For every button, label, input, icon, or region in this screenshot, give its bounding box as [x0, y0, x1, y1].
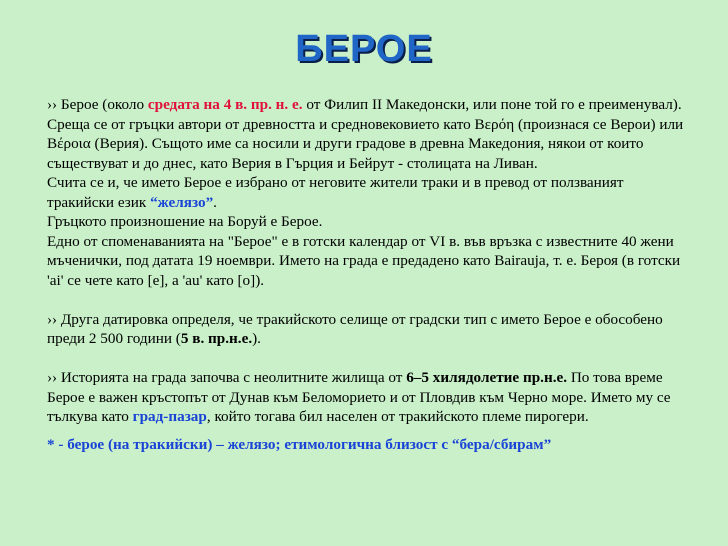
date-highlight: средата на 4 в. пр. н. е. — [147, 96, 303, 113]
footnote: * - берое (на тракийски) – желязо; етимологична близост с “бера/сбирам” — [47, 435, 552, 453]
spacer — [47, 349, 687, 369]
etymology-text: Счита се и, че името Берое е избрано от неговите жители траки и в превод от ползваният тракийски език — [47, 174, 624, 211]
paragraph-dating — [47, 310, 687, 349]
century-highlight: 5 в. пр.н.е. — [180, 330, 253, 347]
history-text-1: ›› Историята на града започва с неолитните жилища от — [47, 369, 407, 386]
etymology-suffix: . — [213, 193, 217, 211]
paragraph-etymology — [47, 173, 687, 212]
market-town-highlight: град-пазар — [132, 408, 207, 425]
paragraph-greek: Гръцкото произношение на Боруй е Берое. — [47, 213, 323, 230]
paragraph-history — [47, 368, 687, 427]
dating-suffix: ). — [252, 330, 261, 347]
intro-prefix: ›› Берое (около — [47, 96, 148, 113]
spacer — [47, 427, 687, 435]
slide-title: БЕРОЕ — [295, 28, 433, 70]
millennium-highlight: 6–5 хилядолетие пр.н.е. — [406, 369, 568, 386]
intro-rest: от Филип II Македонски, или поне той го е преименувал). Среща се от гръцки автори от древността и средновековието като Βερόη (произнася се Верои) или Βέροια (Верия). Същото име са носили и други градове в древна Македония, някои от които съществуват и до днес, като Верия в Гърция и Бейрут - столицата на Ливан. — [47, 96, 684, 172]
slide-content — [47, 95, 687, 454]
paragraph-gothic: Едно от споменаванията на "Берое" е в готски календар от VI в. във връзка с известните 40 жени мъченички, под датата 19 ноември. Името на града е предадено като Bairauja, т. е. Бероя (в готски 'ai' се чете като [e], а 'au' като [o]). — [47, 232, 681, 289]
history-text-3: , който тогава бил населен от тракийското племе пирогери. — [206, 408, 589, 425]
history-text-2: По това време Берое е важен кръстопът от Дунав към Беломорието и от Пловдив към Черно море. Името му се тълкува като — [47, 369, 671, 425]
paragraph-intro — [47, 95, 687, 173]
dating-text: ›› Друга датировка определя, че тракийското селище от градски тип с името Берое е обособено преди 2 500 години ( — [47, 310, 663, 347]
iron-highlight: “желязо” — [150, 193, 214, 211]
spacer — [47, 290, 687, 310]
